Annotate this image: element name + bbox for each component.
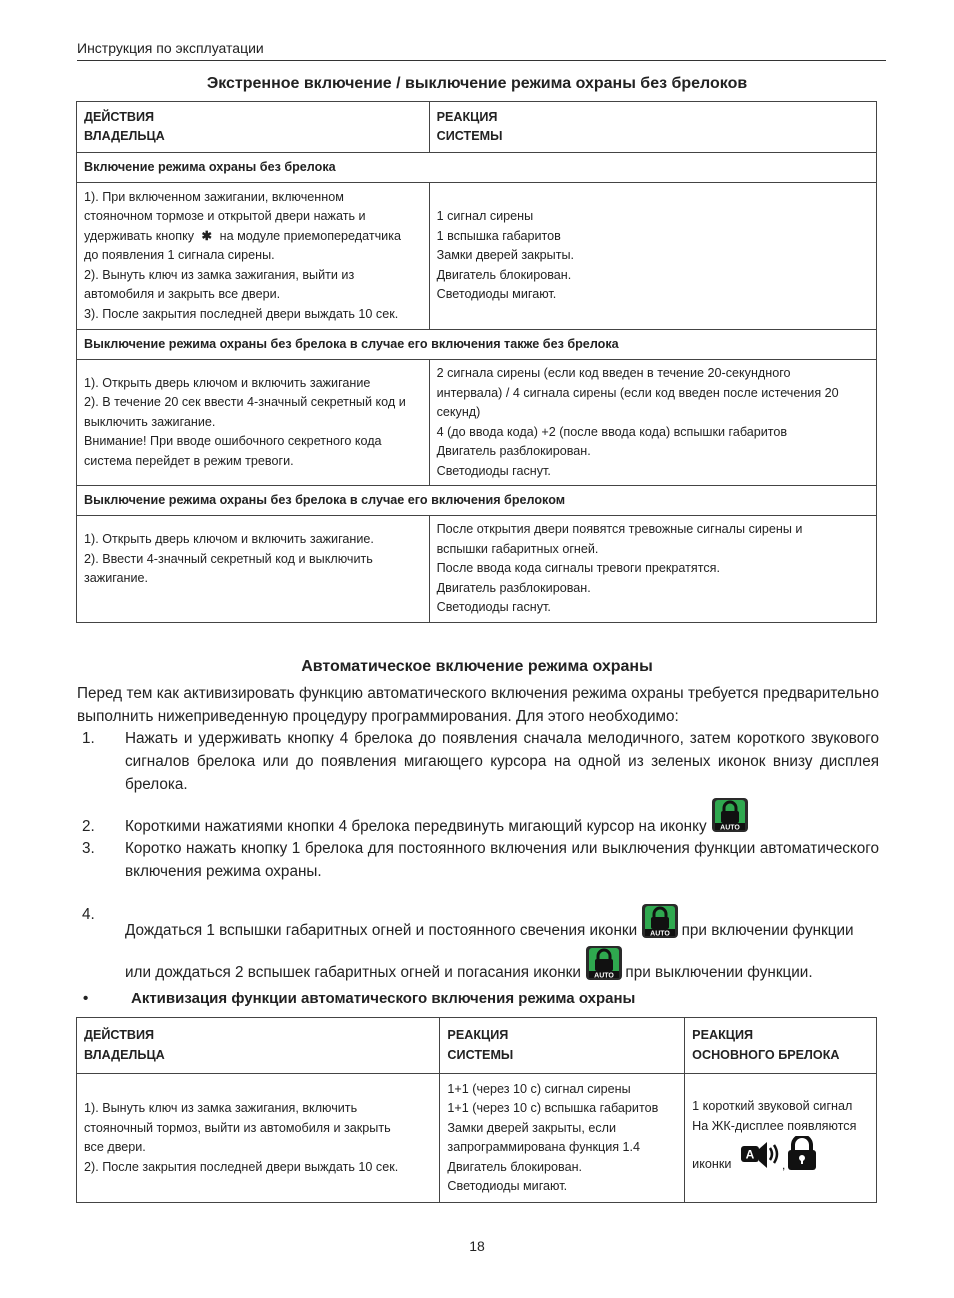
action-line: 1). Вынуть ключ из замка зажигания, включить [84, 1101, 358, 1115]
header-cell-system [440, 1018, 685, 1074]
auto-label: AUTO [720, 824, 740, 832]
speaker-a-icon [741, 1142, 777, 1168]
reaction-line: запрограммирована функция 1.4 [447, 1140, 641, 1154]
reaction-line: После открытия двери появятся тревожные сигналы сирены и [436, 522, 803, 536]
section-heading: Включение режима охраны без брелока [77, 153, 877, 183]
page-number: 18 [469, 1238, 485, 1254]
action-line: 2). Ввести 4-значный секретный код и выключить [84, 551, 373, 566]
step-text: Нажать и удерживать кнопку 4 брелока до появления сначала мелодичного, затем короткого звукового сигналов брелока или до появления мигающего курсора на одной из зеленых иконок внизу дисплея брелока. [125, 730, 879, 793]
header-label: РЕАКЦИЯ [447, 1028, 509, 1042]
action-line: 1). При включенном зажигании, включенном [84, 189, 344, 204]
reaction-line: Светодиоды мигают. [447, 1179, 568, 1193]
reaction-line: 1 сигнал сирены [436, 209, 534, 224]
reaction-cell [440, 1074, 685, 1203]
section-heading: Выключение режима охраны без брелока в случае его включения также без брелока [77, 330, 877, 360]
step-text [125, 903, 879, 942]
speaker-letter: A [745, 1147, 755, 1162]
table-row [77, 360, 877, 486]
reaction-line: вспышки габаритных огней. [436, 541, 599, 556]
subsection-title: Активизация функции автоматического включения режима охраны [131, 990, 636, 1007]
section-row [77, 486, 877, 516]
reaction-line: 1+1 (через 10 с) сигнал сирены [447, 1081, 631, 1096]
section-row [77, 153, 877, 183]
reaction-line: 4 (до ввода кода) +2 (после ввода кода) вспышки габаритов [436, 424, 788, 439]
step-number: 3. [82, 840, 95, 857]
action-line [84, 227, 422, 247]
action-cell [77, 183, 430, 330]
header-label: ОСНОВНОГО БРЕЛОКА [692, 1047, 840, 1062]
action-cell [77, 360, 430, 486]
header-label: ВЛАДЕЛЬЦА [84, 1047, 165, 1062]
reaction-cell [429, 183, 876, 330]
reaction-line: Двигатель разблокирован. [436, 444, 591, 458]
reaction-line: интервала) / 4 сигнала сирены (если код введен после истечения 20 [436, 385, 839, 400]
action-cell [77, 1074, 440, 1203]
auto-arm-table [76, 1017, 877, 1203]
step-text-part: при включении функции [681, 922, 854, 939]
reaction-line: Двигатель разблокирован. [436, 580, 591, 595]
header-label: РЕАКЦИЯ [692, 1028, 754, 1042]
step-text-part: Короткими нажатиями кнопки 4 брелока передвинуть мигающий курсор на иконку [125, 818, 707, 835]
section2-title: Автоматическое включение режима охраны [301, 658, 653, 675]
header-label: ВЛАДЕЛЬЦА [84, 129, 165, 143]
step-number: 4. [82, 906, 95, 923]
reaction-line: После ввода кода сигналы тревоги прекратятся. [436, 561, 720, 575]
section1-title: Экстренное включение / выключение режима охраны без брелоков [206, 75, 748, 92]
table-header-row [77, 1018, 877, 1074]
section-row [77, 330, 877, 360]
action-text: на модуле приемопередатчика [219, 228, 401, 243]
action-line: 1). Открыть дверь ключом и включить зажигание [84, 375, 371, 390]
reaction-line: Двигатель блокирован. [436, 267, 572, 282]
icon-comma: , [781, 1158, 786, 1173]
section-heading: Выключение режима охраны без брелока в случае его включения брелоком [77, 486, 877, 516]
header-cell-reaction [429, 102, 876, 153]
asterisk-button-icon: ✱ [201, 228, 213, 243]
action-line: выключить зажигание. [84, 414, 216, 429]
header-cell-actions [77, 1018, 440, 1074]
action-line: стояночный тормоз, выйти из автомобиля и закрыть [84, 1120, 391, 1135]
bullet-marker: • [83, 990, 89, 1007]
header-cell-fob [685, 1018, 877, 1074]
header-cell-actions [77, 102, 430, 153]
table-row [77, 1074, 877, 1203]
running-title: Инструкция по эксплуатации [77, 40, 264, 56]
action-line: все двери. [84, 1140, 146, 1154]
fob-line: 1 короткий звуковой сигнал [692, 1099, 853, 1114]
auto-label: AUTO [594, 972, 615, 980]
step-number: 2. [82, 818, 95, 835]
subsection-heading [77, 990, 635, 1007]
header-rule [77, 60, 886, 61]
fob-line: На ЖК-дисплее появляются [692, 1118, 857, 1133]
step-text-part: или дождаться 2 вспышек габаритных огней и погасания иконки [125, 964, 581, 981]
action-text: удерживать кнопку [84, 228, 195, 243]
table-header-row [77, 102, 877, 153]
header-label: СИСТЕМЫ [436, 129, 503, 143]
header-label: РЕАКЦИЯ [436, 109, 498, 124]
action-cell [77, 516, 430, 623]
header-label: СИСТЕМЫ [447, 1047, 514, 1062]
header-label: ДЕЙСТВИЯ [84, 1028, 155, 1042]
auto-lock-icon [585, 945, 621, 979]
reaction-line: Двигатель блокирован. [447, 1159, 583, 1174]
lcd-icon-group [735, 1136, 821, 1179]
padlock-icon [788, 1136, 816, 1170]
reaction-line: Светодиоды гаснут. [436, 600, 551, 614]
step-text [125, 815, 879, 838]
sound-and-lock-icons [735, 1136, 821, 1172]
action-line: 1). Открыть дверь ключом и включить зажигание. [84, 532, 374, 546]
action-line: зажигание. [84, 571, 149, 585]
step-number: 1. [82, 730, 95, 747]
fob-reaction-cell [685, 1074, 877, 1203]
action-line: Внимание! При вводе ошибочного секретного кода [84, 434, 382, 449]
reaction-cell [429, 516, 876, 623]
action-line: 3). После закрытия последней двери выждать 10 сек. [84, 306, 399, 321]
reaction-cell [429, 360, 876, 486]
reaction-line: 2 сигнала сирены (если код введен в течение 20-секундного [436, 366, 791, 380]
reaction-line: 1+1 (через 10 с) вспышка габаритов [447, 1101, 659, 1115]
intro-paragraph: Перед тем как активизировать функцию автоматического включения режима охраны требуется предварительно выполнить нижеприведенную процедуру программирования. Для этого необходимо: [77, 685, 879, 725]
reaction-line: секунд) [436, 405, 481, 419]
step-text-part: Дождаться 1 вспышки габаритных огней и постоянного свечения иконки [125, 922, 638, 939]
fob-line [692, 1136, 869, 1179]
action-line: до появления 1 сигнала сирены. [84, 248, 275, 263]
reaction-line: Светодиоды мигают. [436, 287, 557, 302]
table-row [77, 183, 877, 330]
auto-lock-icon [711, 797, 747, 831]
step-text: Коротко нажать кнопку 1 брелока для постоянного включения или выключения функции автоматического включения режима охраны. [125, 840, 879, 880]
step-text [125, 945, 879, 984]
action-line: 2). Вынуть ключ из замка зажигания, выйти из [84, 267, 355, 282]
action-line: система перейдет в режим тревоги. [84, 453, 294, 468]
action-line: 2). После закрытия последней двери выждать 10 сек. [84, 1159, 399, 1174]
action-line: стояночном тормозе и открытой двери нажать и [84, 209, 366, 224]
header-label: ДЕЙСТВИЯ [84, 109, 155, 124]
reaction-line: Замки дверей закрыты, если [447, 1120, 617, 1135]
action-line: автомобиля и закрыть все двери. [84, 287, 281, 302]
table-row [77, 516, 877, 623]
action-line: 2). В течение 20 сек ввести 4-значный секретный код и [84, 395, 406, 410]
auto-label: AUTO [650, 930, 671, 938]
step-text-part: при выключении функции. [625, 964, 813, 981]
reaction-line: Светодиоды гаснут. [436, 463, 551, 478]
emergency-table [76, 101, 877, 623]
reaction-line: Замки дверей закрыты. [436, 248, 575, 263]
fob-text: иконки [692, 1157, 732, 1172]
auto-lock-icon [641, 903, 677, 937]
reaction-line: 1 вспышка габаритов [436, 228, 561, 243]
